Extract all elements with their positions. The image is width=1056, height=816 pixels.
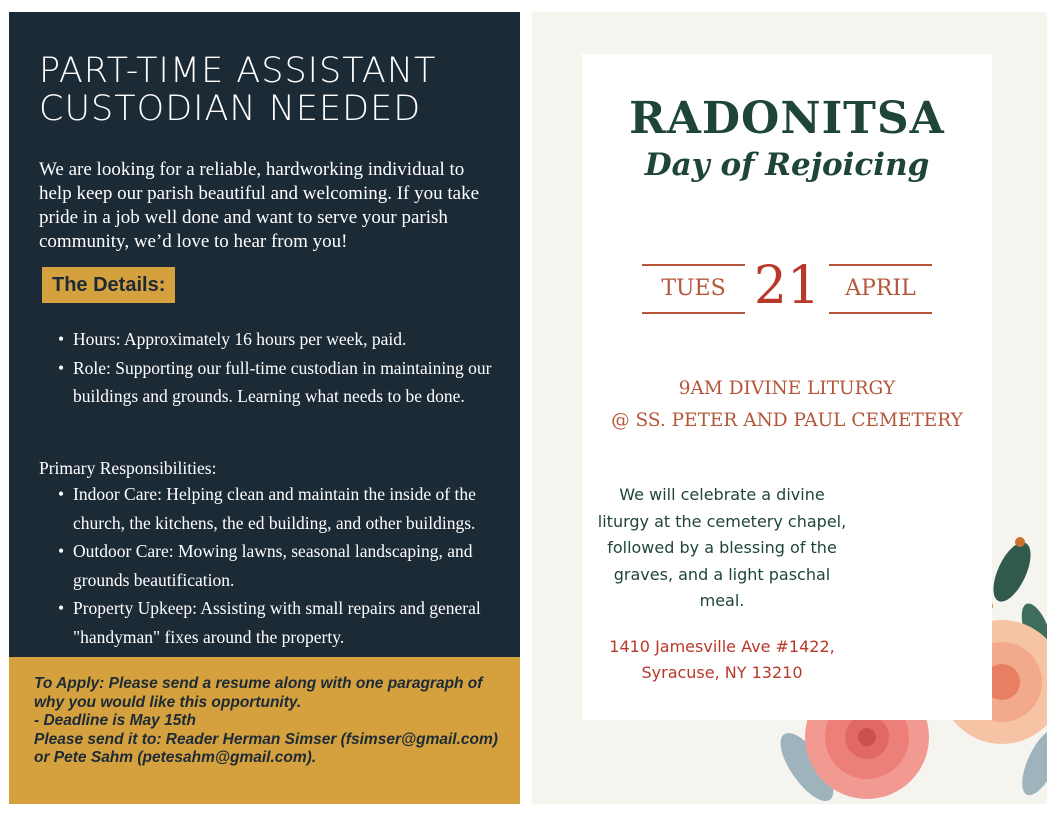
job-intro: We are looking for a reliable, hardworking individual to help keep our parish beautiful and welcoming. If you take pride in a job well done and want to serve your parish community, we’d love to hear from you!: [39, 159, 480, 252]
event-card: [582, 54, 992, 720]
event-subtitle: Day of Rejoicing: [644, 147, 930, 183]
event-day-number: 21: [753, 256, 821, 316]
apply-instructions: To Apply: Please send a resume along with one paragraph of why you would like this opportunity. - Deadline is May 15th Please send it to: Reader Herman Simser (fsimser@gmail.com) or Pete Sahm (petesahm@gmail.com).: [34, 675, 498, 766]
event-title: RADONITSA: [629, 93, 945, 144]
job-posting-panel: [9, 12, 520, 804]
details-list: [54, 325, 494, 411]
event-panel: [532, 12, 1047, 804]
responsibility-indoor: • Indoor Care: Helping clean and maintain the inside of the church, the kitchens, the ed building, and other buildings.: [54, 480, 504, 537]
job-title: PART-TIME ASSISTANT CUSTODIAN NEEDED: [39, 51, 437, 129]
event-address: 1410 Jamesville Ave #1422, Syracuse, NY 13210: [609, 637, 835, 682]
details-heading: The Details:: [42, 267, 175, 303]
responsibility-upkeep: • Property Upkeep: Assisting with small repairs and general "handyman" fixes around the property.: [54, 594, 504, 651]
liturgy-time: 9AM DIVINE LITURGY: [678, 378, 896, 399]
event-month: APRIL: [829, 264, 932, 314]
details-item-role: • Role: Supporting our full-time custodian in maintaining our buildings and grounds. Learning what needs to be done.: [54, 354, 494, 411]
event-day-of-week: TUES: [642, 264, 745, 314]
event-description: We will celebrate a divine liturgy at the cemetery chapel, followed by a blessing of the graves, and a light paschal meal.: [597, 485, 847, 610]
responsibilities-heading: Primary Responsibilities:: [39, 458, 217, 478]
apply-box: [9, 657, 520, 804]
liturgy-location: @ SS. PETER AND PAUL CEMETERY: [611, 410, 963, 431]
responsibilities-list: [54, 480, 504, 651]
details-item-hours: • Hours: Approximately 16 hours per week, paid.: [54, 325, 494, 354]
responsibility-outdoor: • Outdoor Care: Mowing lawns, seasonal landscaping, and grounds beautification.: [54, 537, 504, 594]
